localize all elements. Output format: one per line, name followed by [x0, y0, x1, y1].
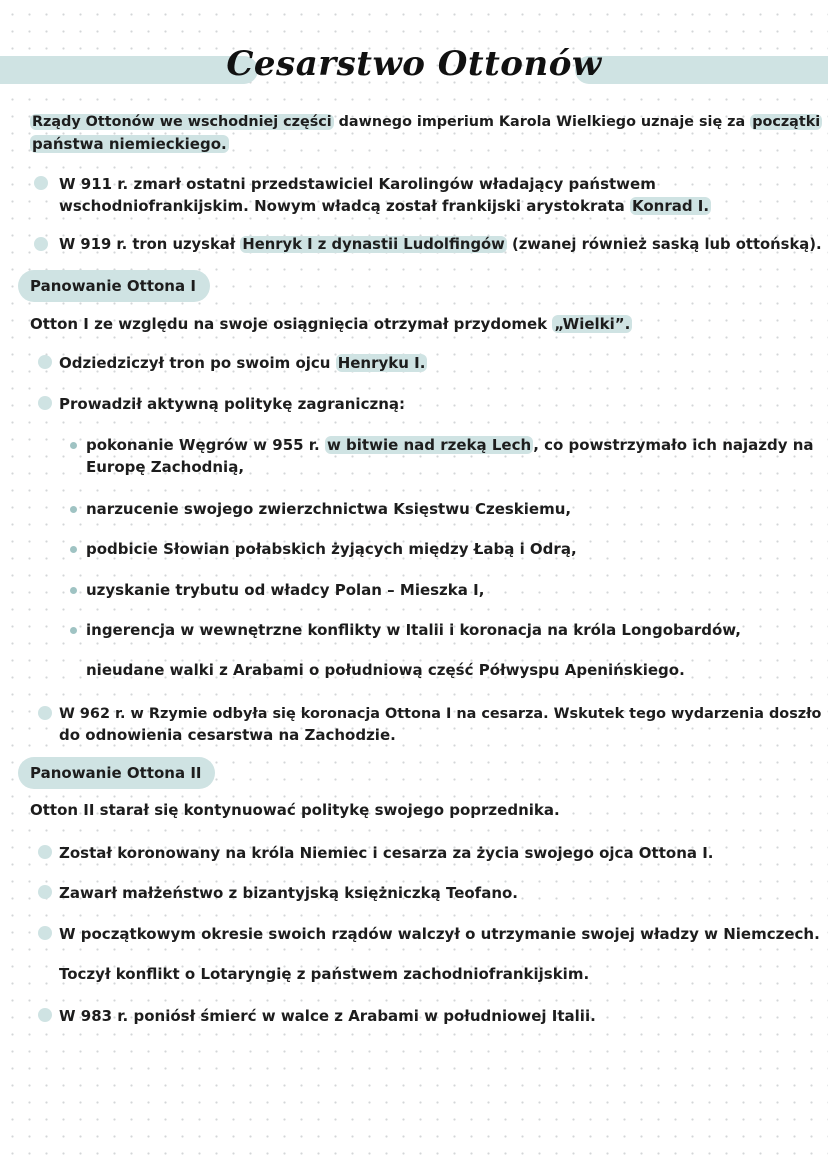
sub-bullet-3: podbicie Słowian połabskich żyjących między Łabą i Odrą, — [86, 540, 577, 558]
section-heading-otton-1: Panowanie Ottona I — [18, 270, 210, 302]
bullet-dot — [38, 396, 52, 410]
intro-highlight-2: początki — [752, 114, 821, 130]
bullet-dot — [38, 926, 52, 940]
bullet-919-text: W 919 r. tron uzyskał — [59, 236, 241, 253]
bullet-911-text: wschodniofrankijskim. Nowym władcą został frankijski arystokrata — [59, 197, 630, 215]
section-1-bullet-3-line-2: do odnowienia cesarstwa na Zachodzie. — [59, 726, 396, 744]
bullet-dot — [38, 355, 52, 369]
sub-bullet-dot — [70, 627, 77, 634]
section-2-bullet-3-continuation: Toczył konflikt o Lotaryngię z państwem zachodniofrankijskim. — [59, 965, 590, 983]
section-2-lead: Otton II starał się kontynuować politykę swojego poprzednika. — [30, 801, 560, 819]
section-2-bullet-5: W 983 r. poniósł śmierć w walce z Arabami w południowej Italii. — [59, 1007, 596, 1025]
bullet-919-highlight: Henryk I z dynastii Ludolfingów — [242, 236, 505, 253]
sub-bullet-dot — [70, 506, 77, 513]
section-1-lead-text: Otton I ze względu na swoje osiągnięcia otrzymał przydomek — [30, 315, 553, 333]
bullet-dot — [38, 845, 52, 859]
bullet-dot — [38, 706, 52, 720]
sub-bullet-dot — [70, 587, 77, 594]
section-2-bullet-2: Zawarł małżeństwo z bizantyjską księżniczką Teofano. — [59, 884, 519, 902]
bullet-911-line-2 — [59, 195, 711, 217]
bullet-dot — [34, 176, 48, 190]
intro-highlight-3: państwa niemieckiego. — [32, 135, 227, 153]
section-heading-otton-2: Panowanie Ottona II — [18, 757, 215, 789]
bullet-911-line-1: W 911 r. zmarł ostatni przedstawiciel Karolingów władający państwem — [59, 175, 656, 193]
bullet-dot — [34, 237, 48, 251]
sub-bullet-dot — [70, 546, 77, 553]
intro-text: dawnego imperium Karola Wielkiego uznaje się za — [333, 114, 751, 130]
sub-bullet-1-line-1 — [86, 434, 814, 456]
sub-bullet-5-continuation: nieudane walki z Arabami o południową część Półwyspu Apenińskiego. — [86, 661, 685, 679]
section-1-bullet-1 — [59, 352, 427, 374]
section-2-bullet-3: W początkowym okresie swoich rządów walczył o utrzymanie swojej władzy w Niemczech. — [59, 925, 820, 943]
bullet-919-text-2: (zwanej również saską lub ottońską). — [506, 236, 822, 253]
bullet-dot — [38, 1008, 52, 1022]
intro-line-2 — [30, 133, 229, 155]
sub-bullet-1-text: pokonanie Węgrów w 955 r. — [86, 436, 325, 454]
section-1-bullet-1-highlight: Henryku I. — [337, 354, 426, 372]
bullet-dot — [38, 885, 52, 899]
section-1-bullet-1-text: Odziedziczył tron po swoim ojcu — [59, 354, 336, 372]
intro-highlight-1: Rządy Ottonów we wschodniej części — [32, 114, 332, 130]
sub-bullet-2: narzucenie swojego zwierzchnictwa Księstwu Czeskiemu, — [86, 500, 572, 518]
page-title: Cesarstwo Ottonów — [226, 44, 602, 84]
section-1-bullet-2: Prowadził aktywną politykę zagraniczną: — [59, 395, 405, 413]
sub-bullet-4: uzyskanie trybutu od władcy Polan – Mieszka I, — [86, 581, 485, 599]
sub-bullet-1-text-2: , co powstrzymało ich najazdy na — [533, 436, 814, 454]
bullet-919 — [59, 234, 822, 256]
sub-bullet-1-highlight: w bitwie nad rzeką Lech — [326, 436, 532, 454]
sub-bullet-dot — [70, 442, 77, 449]
section-1-lead — [30, 313, 632, 335]
sub-bullet-1-line-2: Europę Zachodnią, — [86, 458, 245, 476]
section-2-bullet-1: Został koronowany na króla Niemiec i cesarza za życia swojego ojca Ottona I. — [59, 844, 714, 862]
section-1-lead-highlight: „Wielki”. — [554, 315, 631, 333]
sub-bullet-5: ingerencja w wewnętrzne konflikty w Italii i koronacja na króla Longobardów, — [86, 621, 741, 639]
bullet-911-highlight: Konrad I. — [631, 197, 710, 215]
intro-line-1 — [30, 111, 822, 133]
section-1-bullet-3-line-1: W 962 r. w Rzymie odbyła się koronacja Ottona I na cesarza. Wskutek tego wydarzenia doszło — [59, 706, 822, 722]
